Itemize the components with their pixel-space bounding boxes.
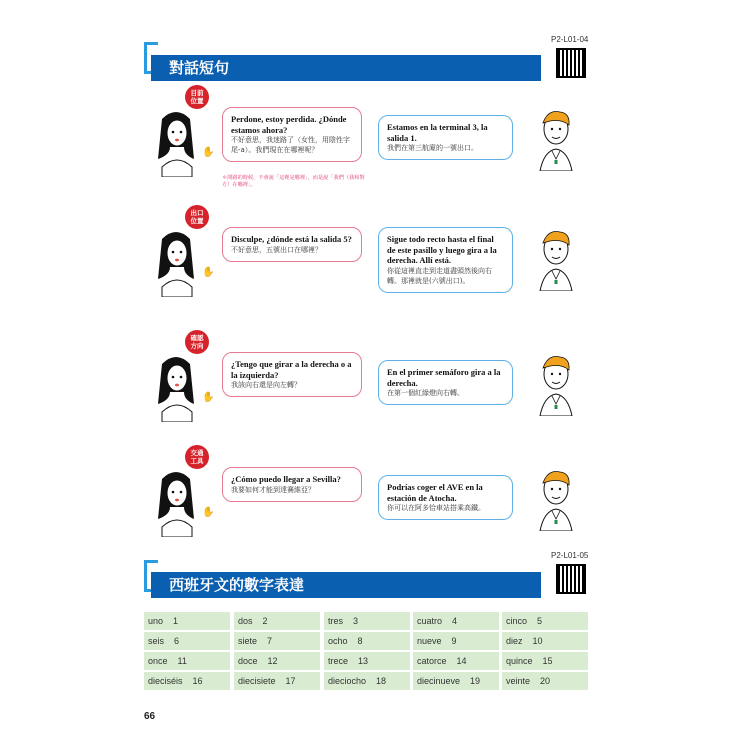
- number-digit: 2: [262, 616, 268, 626]
- qr-code-icon: [556, 564, 586, 594]
- answer-bubble: [378, 360, 513, 405]
- number-digit: 1: [173, 616, 179, 626]
- section-title: 西班牙文的數字表達: [151, 572, 541, 598]
- chinese-translation: 你可以在阿多恰車站搭乘高鐵。: [387, 504, 485, 512]
- answer-bubble: [378, 115, 513, 160]
- number-cell: [234, 612, 320, 630]
- number-digit: 7: [267, 636, 273, 646]
- number-cell: [234, 632, 320, 650]
- answer-bubble: [378, 475, 513, 520]
- number-word: veinte: [506, 676, 531, 686]
- answer-bubble: [378, 227, 513, 293]
- hand-gesture-icon: ✋: [202, 392, 215, 403]
- question-bubble: [222, 352, 362, 397]
- number-word: dieciséis: [148, 676, 183, 686]
- number-cell: [413, 672, 499, 690]
- question-bubble: [222, 467, 362, 502]
- topic-badge: 確認方向: [185, 330, 209, 354]
- chinese-translation: 不好意思，我迷路了（女性，用陰性字尾-a）。我們現在在哪裡呢？: [231, 136, 350, 154]
- number-word: dos: [238, 616, 253, 626]
- number-cell: [502, 632, 588, 650]
- number-digit: 19: [470, 676, 481, 686]
- number-digit: 9: [451, 636, 457, 646]
- chinese-translation: 我要如何才能到達賽維亞？: [231, 485, 315, 494]
- number-digit: 12: [267, 656, 278, 666]
- number-digit: 17: [285, 676, 296, 686]
- spanish-answer: En el primer semáforo gira a la derecha.: [387, 367, 501, 388]
- spanish-answer: Sigue todo recto hasta el final de este pasillo y luego gira a la derecha. Allí está.: [387, 234, 497, 265]
- number-cell: [413, 632, 499, 650]
- spanish-question: Perdone, estoy perdida. ¿Dónde estamos ahora?: [231, 114, 347, 135]
- question-bubble: [222, 107, 362, 162]
- section-code: P2-L01-05: [551, 551, 589, 560]
- spanish-answer: Estamos en la terminal 3, la salida 1.: [387, 122, 488, 143]
- woman-traveler-illustration: [148, 352, 206, 422]
- woman-traveler-illustration: [148, 467, 206, 537]
- number-word: tres: [328, 616, 344, 626]
- hand-gesture-icon: ✋: [202, 267, 215, 278]
- question-bubble: [222, 227, 362, 262]
- number-digit: 8: [357, 636, 363, 646]
- section-title: 對話短句: [151, 55, 541, 81]
- qr-code-icon: [556, 48, 586, 78]
- number-word: cuatro: [417, 616, 443, 626]
- man-staff-illustration: [536, 107, 576, 171]
- number-cell: [413, 612, 499, 630]
- topic-badge: 目前位置: [185, 85, 209, 109]
- number-digit: 4: [452, 616, 458, 626]
- number-cell: [144, 632, 230, 650]
- number-cell: [144, 652, 230, 670]
- number-cell: [502, 612, 588, 630]
- number-digit: 3: [353, 616, 359, 626]
- usage-note: ＊問路的時候，不會說「這裡是哪裡」，而是說「我們（我和對方）在哪裡」。: [222, 175, 365, 188]
- spanish-question: Disculpe, ¿dónde está la salida 5?: [231, 234, 352, 244]
- number-digit: 10: [532, 636, 543, 646]
- number-digit: 11: [177, 656, 187, 666]
- chinese-translation: 你從這裡直走到走道盡頭然後向右轉。那裡就是(六號出口)。: [387, 266, 492, 285]
- man-staff-illustration: [536, 467, 576, 531]
- number-word: doce: [238, 656, 258, 666]
- number-cell: [324, 652, 410, 670]
- number-cell: [324, 672, 410, 690]
- number-word: once: [148, 656, 168, 666]
- section-code: P2-L01-04: [551, 35, 589, 44]
- spanish-answer: Podrías coger el AVE en la estación de Atocha.: [387, 482, 483, 503]
- topic-badge: 交通工具: [185, 445, 209, 469]
- spanish-question: ¿Tengo que girar a la derecha o a la izquierda?: [231, 359, 352, 380]
- woman-traveler-illustration: [148, 227, 206, 297]
- spanish-question: ¿Cómo puedo llegar a Sevilla?: [231, 474, 341, 484]
- number-word: diecinueve: [417, 676, 461, 686]
- number-cell: [324, 612, 410, 630]
- number-cell: [234, 652, 320, 670]
- woman-traveler-illustration: [148, 107, 206, 177]
- number-cell: [144, 672, 230, 690]
- hand-gesture-icon: ✋: [202, 147, 215, 158]
- hand-gesture-icon: ✋: [202, 507, 215, 518]
- number-cell: [234, 672, 320, 690]
- number-word: dieciocho: [328, 676, 367, 686]
- number-cell: [502, 672, 588, 690]
- number-word: diez: [506, 636, 523, 646]
- number-cell: [144, 612, 230, 630]
- number-digit: 5: [537, 616, 543, 626]
- number-cell: [324, 632, 410, 650]
- man-staff-illustration: [536, 227, 576, 291]
- number-word: ocho: [328, 636, 348, 646]
- number-digit: 18: [376, 676, 387, 686]
- number-cell: [502, 652, 588, 670]
- number-word: nueve: [417, 636, 442, 646]
- chinese-translation: 不好意思，五號出口在哪裡？: [231, 245, 322, 254]
- number-word: cinco: [506, 616, 528, 626]
- page-number: 66: [144, 711, 156, 722]
- number-digit: 20: [540, 676, 551, 686]
- chinese-translation: 我該向右還是向左轉？: [231, 381, 301, 389]
- man-staff-illustration: [536, 352, 576, 416]
- number-word: uno: [148, 616, 164, 626]
- chinese-translation: 在第一個紅綠燈向右轉。: [387, 389, 464, 397]
- topic-badge: 出口位置: [185, 205, 209, 229]
- number-digit: 15: [542, 656, 553, 666]
- number-word: diecisiete: [238, 676, 276, 686]
- number-word: quince: [506, 656, 533, 666]
- number-word: siete: [238, 636, 258, 646]
- number-digit: 13: [358, 656, 369, 666]
- number-digit: 14: [456, 656, 467, 666]
- chinese-translation: 我們在第三航廈的一號出口。: [387, 144, 478, 152]
- number-word: trece: [328, 656, 349, 666]
- number-cell: [413, 652, 499, 670]
- number-digit: 6: [174, 636, 180, 646]
- number-digit: 16: [192, 676, 203, 686]
- number-word: seis: [148, 636, 165, 646]
- number-word: catorce: [417, 656, 447, 666]
